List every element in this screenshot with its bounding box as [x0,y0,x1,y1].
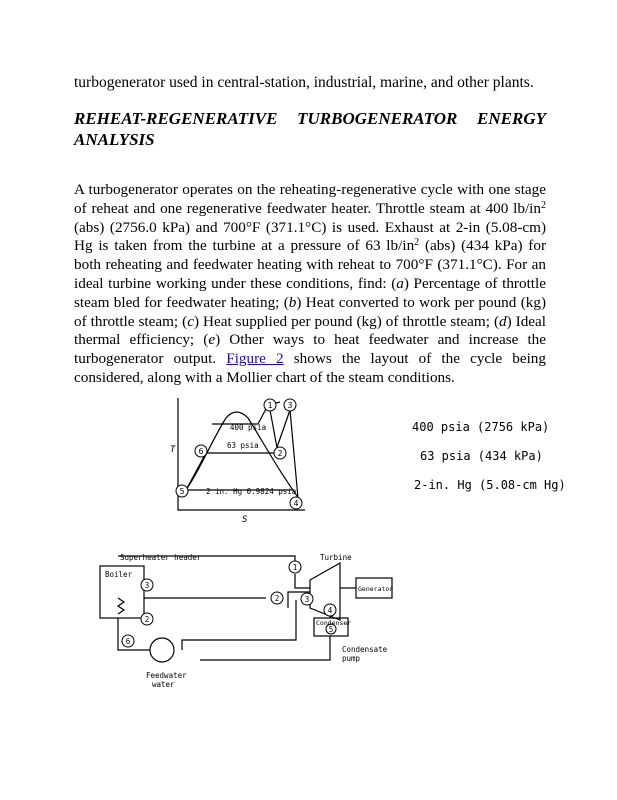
ts-label: 6 [198,447,204,456]
paragraph-text: ) Ideal thermal efficiency; ( [74,312,546,349]
ts-label: 5 [179,487,185,496]
ts-label: 4 [293,499,299,508]
ts-axis-t: T [170,445,176,455]
paragraph-text: A turbogenerator operates on the reheating-regenerative cycle with one stage of reheat and one regenerative feedwater heater. Throttle steam at 400 lb/in [74,181,546,217]
legend-400: 400 psia (2756 kPa) [412,420,550,434]
paragraph-text: shows the layout of the cycle being considered, along with a Mollier chart of the steam conditions. [74,350,546,386]
water-label: water [152,680,175,689]
pump-label: pump [342,654,361,663]
ts-label: 2 [277,449,283,458]
node-label: 5 [328,625,334,634]
paragraph-text: (abs) (2756.0 kPa) and 700°F (371.1°C) is used. Exhaust at 2-in (5.08-cm) Hg is taken from the turbine at a pressure of 63 lb/in [74,218,546,255]
paragraph-text: ) Other ways to heat feedwater and increase the turbogenerator output. [74,331,547,368]
generator-label: Generator [358,585,394,593]
condensate-label: Condensate [342,645,388,654]
section-heading: REHEAT-REGENERATIVE TURBOGENERATOR ENERGY ANALYSIS [74,109,546,149]
item-letter: d [499,312,507,330]
node-label: 4 [327,606,333,615]
node-label: 2 [144,615,150,624]
superscript: 2 [541,199,546,211]
figure-2-link[interactable]: Figure 2 [226,350,284,368]
feedwater-heater [150,638,174,662]
bled-line [182,600,296,650]
ts-axis-s: S [242,515,248,525]
node-label: 3 [304,595,310,604]
node-label: 1 [292,563,298,572]
paragraph-text: ) Heat converted to work per pound (kg) of throttle steam; ( [74,293,547,330]
item-letter: a [396,274,404,292]
paragraph-text: ) Heat supplied per pound (kg) of throttle steam; ( [193,312,499,330]
boiler-coil [118,598,124,614]
node-label: 2 [274,594,280,603]
feedwater-label: Feedwater [146,671,187,680]
paragraph-text: (abs) (434 kPa) for both reheating and feedwater heating with reheat to 700°F (371.1°C). For an ideal turbine working under these conditions, find: ( [74,237,547,292]
pump-line [186,453,206,490]
expansion-1-2 [270,410,278,453]
ts-63-label: 63 psia [227,441,259,450]
expansion-3-4 [290,410,298,498]
ts-400-label: 400 psia [230,423,267,432]
node-label: 6 [125,637,131,646]
node-label: 3 [144,581,150,590]
superheater-label: Superheater header [120,553,202,562]
superscript: 2 [414,237,420,249]
item-letter: e [208,331,216,349]
condenser-label: Condenser [316,619,352,627]
item-letter: b [288,293,297,311]
ts-2in-label: 2 in. Hg 0.9824 psia [206,487,297,496]
lead-text: turbogenerator used in central-station, industrial, marine, and other plants. [74,74,534,91]
legend-2in: 2-in. Hg (5.08-cm Hg) [414,478,566,492]
item-letter: c [187,312,194,330]
ts-label: 1 [267,401,273,410]
steam-to-turbine [295,574,310,588]
turbine-label: Turbine [320,553,352,562]
legend-63: 63 psia (434 kPa) [420,449,543,463]
paragraph-text: ) Percentage of throttle steam bled for feedwater heating; ( [74,274,546,311]
boiler-label: Boiler [105,570,133,579]
ts-label: 3 [287,401,293,410]
